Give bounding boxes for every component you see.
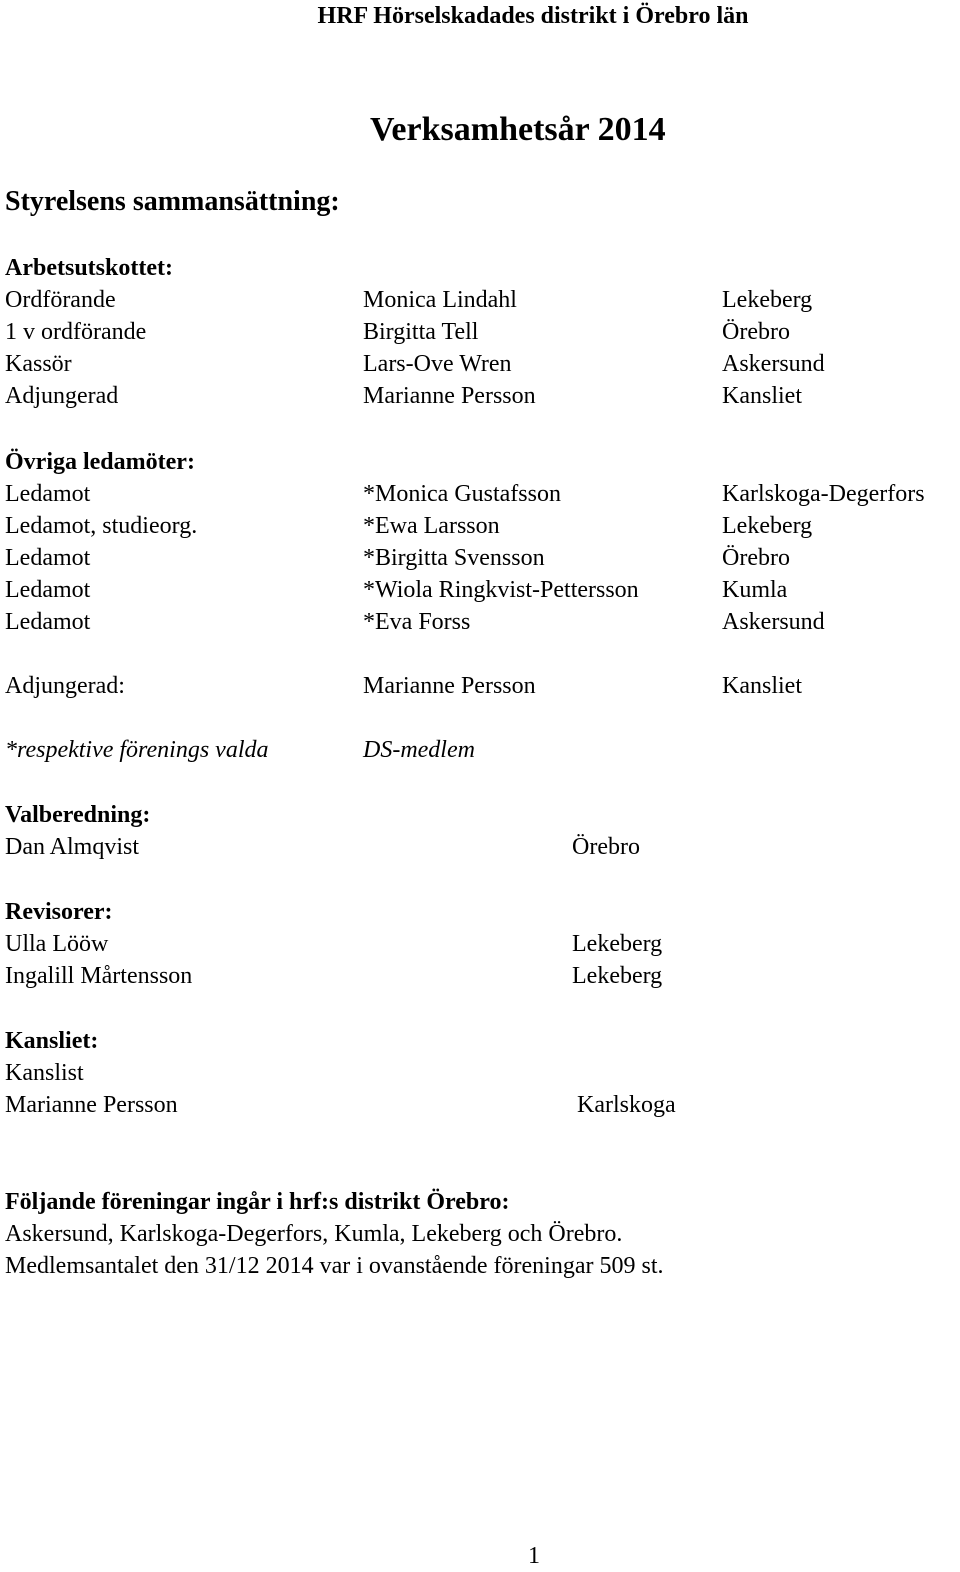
name: *Ewa Larsson	[363, 513, 500, 539]
executive-row	[0, 380, 960, 412]
place: Lekeberg	[572, 931, 663, 957]
place: Lekeberg	[572, 963, 663, 989]
associations-list: Askersund, Karlskoga-Degerfors, Kumla, Lekeberg och Örebro.	[5, 1221, 623, 1247]
place: Lekeberg	[722, 287, 813, 313]
name: Ingalill Mårtensson	[5, 963, 193, 989]
role: 1 v ordförande	[5, 319, 147, 345]
role: Adjungerad	[5, 383, 119, 409]
name: Marianne Persson	[5, 1092, 178, 1118]
place: Askersund	[722, 351, 825, 377]
executive-heading: Arbetsutskottet:	[5, 255, 173, 281]
page-number: 1	[528, 1543, 540, 1569]
place: Karlskoga	[577, 1092, 676, 1118]
place: Örebro	[722, 319, 790, 345]
footnote-right: DS-medlem	[363, 737, 475, 763]
role: Ledamot	[5, 481, 91, 507]
role: Adjungerad:	[5, 673, 125, 699]
place: Karlskoga-Degerfors	[722, 481, 925, 507]
place: Kumla	[722, 577, 788, 603]
adjunct-row	[0, 670, 960, 702]
name: Marianne Persson	[363, 383, 536, 409]
role: Ledamot	[5, 577, 91, 603]
place: Lekeberg	[722, 513, 813, 539]
executive-row	[0, 316, 960, 348]
name: *Wiola Ringkvist-Pettersson	[363, 577, 639, 603]
footnote-left: *respektive förenings valda	[5, 737, 269, 763]
footnote-row	[0, 734, 960, 766]
name: Dan Almqvist	[5, 834, 140, 860]
name: Marianne Persson	[363, 673, 536, 699]
role: Kassör	[5, 351, 72, 377]
other-members-heading: Övriga ledamöter:	[5, 449, 195, 475]
name: Monica Lindahl	[363, 287, 517, 313]
executive-row	[0, 284, 960, 316]
associations-heading: Följande föreningar ingår i hrf:s distrikt Örebro:	[5, 1189, 510, 1215]
place: Kansliet	[722, 383, 802, 409]
office-row	[0, 1089, 960, 1121]
place: Örebro	[722, 545, 790, 571]
auditors-heading: Revisorer:	[5, 899, 113, 925]
member-row	[0, 510, 960, 542]
member-row	[0, 606, 960, 638]
membership-count: Medlemsantalet den 31/12 2014 var i ovanstående föreningar 509 st.	[5, 1253, 664, 1279]
year-title: Verksamhetsår 2014	[370, 111, 666, 148]
name: Lars-Ove Wren	[363, 351, 512, 377]
member-row	[0, 574, 960, 606]
name: *Birgitta Svensson	[363, 545, 545, 571]
place: Kansliet	[722, 673, 802, 699]
auditor-row	[0, 928, 960, 960]
executive-row	[0, 348, 960, 380]
place: Askersund	[722, 609, 825, 635]
nomination-heading: Valberedning:	[5, 802, 151, 828]
role: Ledamot, studieorg.	[5, 513, 198, 539]
role: Ledamot	[5, 545, 91, 571]
organization-title: HRF Hörselskadades distrikt i Örebro län	[317, 3, 749, 29]
nomination-row	[0, 831, 960, 863]
office-heading: Kansliet:	[5, 1028, 99, 1054]
auditor-row	[0, 960, 960, 992]
role: Ledamot	[5, 609, 91, 635]
board-title: Styrelsens sammansättning:	[5, 186, 340, 217]
place: Örebro	[572, 834, 640, 860]
member-row	[0, 542, 960, 574]
name: Ulla Lööw	[5, 931, 109, 957]
name: *Monica Gustafsson	[363, 481, 561, 507]
name: Birgitta Tell	[363, 319, 479, 345]
name: *Eva Forss	[363, 609, 471, 635]
member-row	[0, 478, 960, 510]
office-role: Kanslist	[5, 1060, 84, 1086]
role: Ordförande	[5, 287, 116, 313]
